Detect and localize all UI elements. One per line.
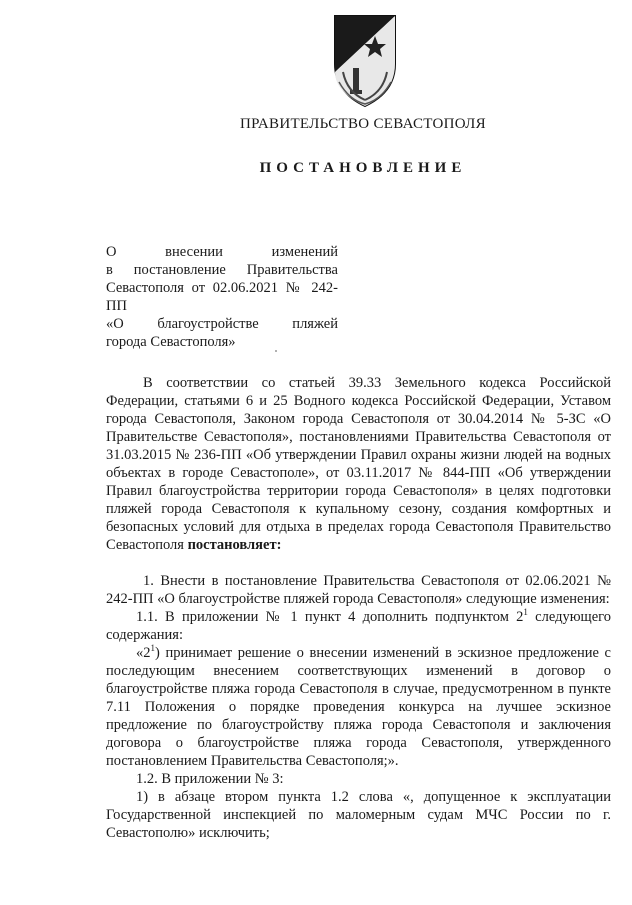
document-body	[106, 374, 611, 842]
subject-line: «О благоустройстве пляжей	[106, 316, 338, 332]
document-type-title: ПОСТАНОВЛЕНИЕ	[259, 160, 467, 176]
scan-speck	[275, 350, 277, 352]
item-1-1: 1.1. В приложении № 1 пункт 4 дополнить подпунктом $2^1$ следующего содержания:	[106, 607, 611, 643]
government-title: ПРАВИТЕЛЬСТВО СЕВАСТОПОЛЯ	[240, 116, 486, 132]
subject-line: Севастополя от 02.06.2021 № 242-ПП	[106, 280, 338, 314]
item-1-2: 1.2. В приложении № 3:	[136, 771, 284, 787]
item-1: 1. Внести в постановление Правительства Севастополя от 02.06.2021 № 242-ПП «О благоустройстве пляжей города Севастополя» следующие изменения:	[106, 573, 611, 607]
document-subject	[106, 243, 338, 351]
subject-line: О внесении изменений	[106, 244, 338, 260]
preamble-paragraph	[106, 374, 611, 554]
preamble-text: В соответствии со статьей 39.33 Земельного кодекса Российской Федерации, статьями 6 и 25 Водного кодекса Российской Федерации, Уставом города Севастополя, Законом города Севастополя от 30.04.2014 № 5-ЗС «О Правительстве Севастополя», постановлениями Правительства Севастополя от 31.03.2015 № 236-ПП «Об утверждении Правил охраны жизни людей на водных объектах в городе Севастополе», от 03.11.2017 № 844-ПП «Об утверждении Правил благоустройства территории города Севастополя» в целях подготовки пляжей города Севастополя к купальному сезону, создания комфортных и безопасных условий для отдыха в пределах города Севастополя Правительство Севастополя	[106, 375, 611, 553]
subject-line: в постановление Правительства	[106, 262, 338, 278]
item-1-1-quote: «$2^1$) принимает решение о внесении изменений в эскизное предложение с последующим внесением соответствующих изменений в договор о благоустройстве пляжа города Севастополя в случае, предусмотренном в пункте 7.11 Положения о порядке проведения конкурса на лучшее эскизное предложение по благоустройству пляжа города Севастополя и заключения договора о благоустройстве пляжа города Севастополя, утвержденного постановлением Правительства Севастополя;».	[106, 643, 611, 769]
coat-of-arms-icon	[329, 12, 401, 110]
subject-line: города Севастополя»	[106, 334, 236, 350]
item-1-2-1: 1) в абзаце втором пункта 1.2 слова «, допущенное к эксплуатации Государственной инспекцией по маломерным судам МЧС России по г. Севастополю» исключить;	[106, 789, 611, 841]
resolution-keyword: постановляет:	[187, 537, 282, 553]
